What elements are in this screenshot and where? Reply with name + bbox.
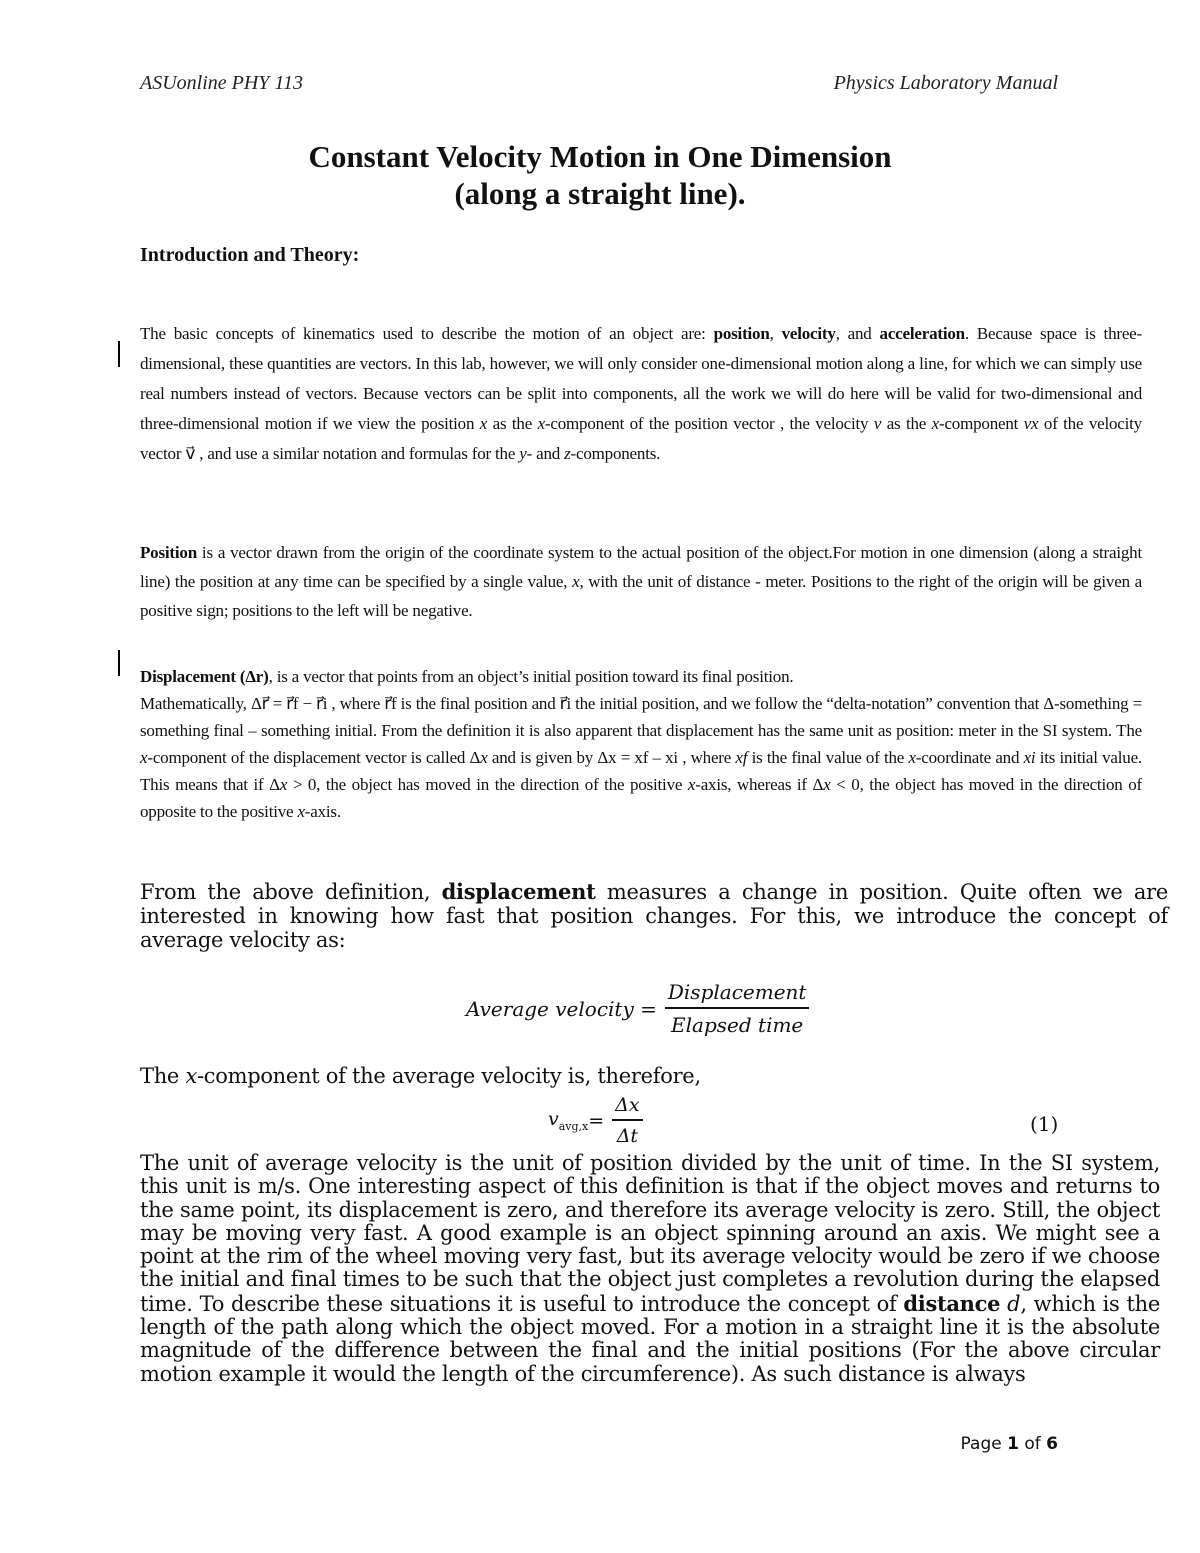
header-left: ASUonline PHY 113 bbox=[140, 72, 303, 94]
formula-denominator: Elapsed time bbox=[671, 1013, 804, 1037]
equation-lhs: $v_{avg,x}$ bbox=[548, 1108, 589, 1133]
equation-fraction bbox=[612, 1094, 642, 1147]
paragraph-distance: The unit of average velocity is the unit of position divided by the unit of time. In the SI system, this unit is m/s. One interesting aspect of this definition is that if the object moves and returns to the same point, its displacement is zero, and therefore its average velocity is zero. Still, the object may be moving very fast. A good example is an object spinning around an axis. We might see a point at the rim of the wheel moving very fast, but its average velocity would be zero if we choose the initial and final times to be such that the object just completes a revolution during the elapsed time. To describe these situations it is useful to introduce the concept of distance d, which is the length of the path along which the object moved. For a motion in a straight line it is the absolute magnitude of the difference between the final and the initial positions (For the above circular motion example it would the length of the circumference). As such distance is always bbox=[140, 1151, 1160, 1386]
page-title bbox=[0, 138, 1200, 212]
equation-number: (1) bbox=[1030, 1112, 1059, 1136]
formula-fraction bbox=[665, 980, 810, 1037]
title-line-1: Constant Velocity Motion in One Dimension bbox=[308, 139, 892, 174]
section-heading: Introduction and Theory: bbox=[140, 244, 360, 266]
paragraph-x-component: The x-component of the average velocity is, therefore, bbox=[140, 1064, 701, 1088]
formula-average-velocity bbox=[466, 980, 809, 1037]
paragraph-average-velocity-intro: From the above definition, displacement measures a change in position. Quite often we are interested in knowing how fast that position changes. For this, we introduce the concept of average velocity as: bbox=[140, 879, 1169, 952]
equation-numerator: Δx bbox=[612, 1094, 642, 1121]
formula-lhs: Average velocity = bbox=[466, 996, 657, 1021]
equation-1: $v_{avg,x}$ = $\frac{\Delta x}{\Delta t}$ bbox=[548, 1094, 643, 1147]
total-pages: 6 bbox=[1046, 1434, 1058, 1454]
page-footer: Page 1 of 6 bbox=[960, 1434, 1058, 1454]
text-cursor-marker bbox=[118, 341, 120, 367]
header-right: Physics Laboratory Manual bbox=[833, 72, 1058, 94]
title-line-2: (along a straight line). bbox=[454, 176, 746, 211]
formula-numerator: Displacement bbox=[665, 980, 810, 1009]
paragraph-displacement: Displacement (Δr), is a vector that points from an object’s initial position toward its final position. Mathematically, Δr⃗ = r⃗f − r⃗i , where r⃗f is the final position and r⃗i the initial position, and we follow the “delta-notation” convention that Δ-something = something final – something initial. From the definition it is also apparent that displacement has the same unit as position: meter in the SI system. The x-component of the displacement vector is called Δx and is given by Δx = xf – xi , where xf is the final value of the x-coordinate and xi its initial value. This means that if Δx > 0, the object has moved in the direction of the positive x-axis, whereas if Δx < 0, the object has moved in the direction of opposite to the positive x-axis. bbox=[140, 667, 1142, 821]
text-cursor-marker bbox=[118, 650, 120, 676]
equation-denominator: Δt bbox=[616, 1125, 639, 1147]
current-page: 1 bbox=[1007, 1434, 1019, 1454]
paragraph-kinematics-intro: The basic concepts of kinematics used to describe the motion of an object are: position, velocity, and acceleration. Because space is three-dimensional, these quantities are vectors. In this lab, however, we will only consider one-dimensional motion along a line, for which we can simply use real numbers instead of vectors. Because vectors can be split into components, all the work we will do here will be valid for two-dimensional and three-dimensional motion if we view the position x as the x-component of the position vector , the velocity v as the x-component vx of the velocity vector v⃗ , and use a similar notation and formulas for the y- and z-components. bbox=[140, 324, 1142, 463]
paragraph-position: Position is a vector drawn from the origin of the coordinate system to the actual position of the object.For motion in one dimension (along a straight line) the position at any time can be specified by a single value, x, with the unit of distance - meter. Positions to the right of the origin will be given a positive sign; positions to the left will be negative. bbox=[140, 543, 1142, 620]
